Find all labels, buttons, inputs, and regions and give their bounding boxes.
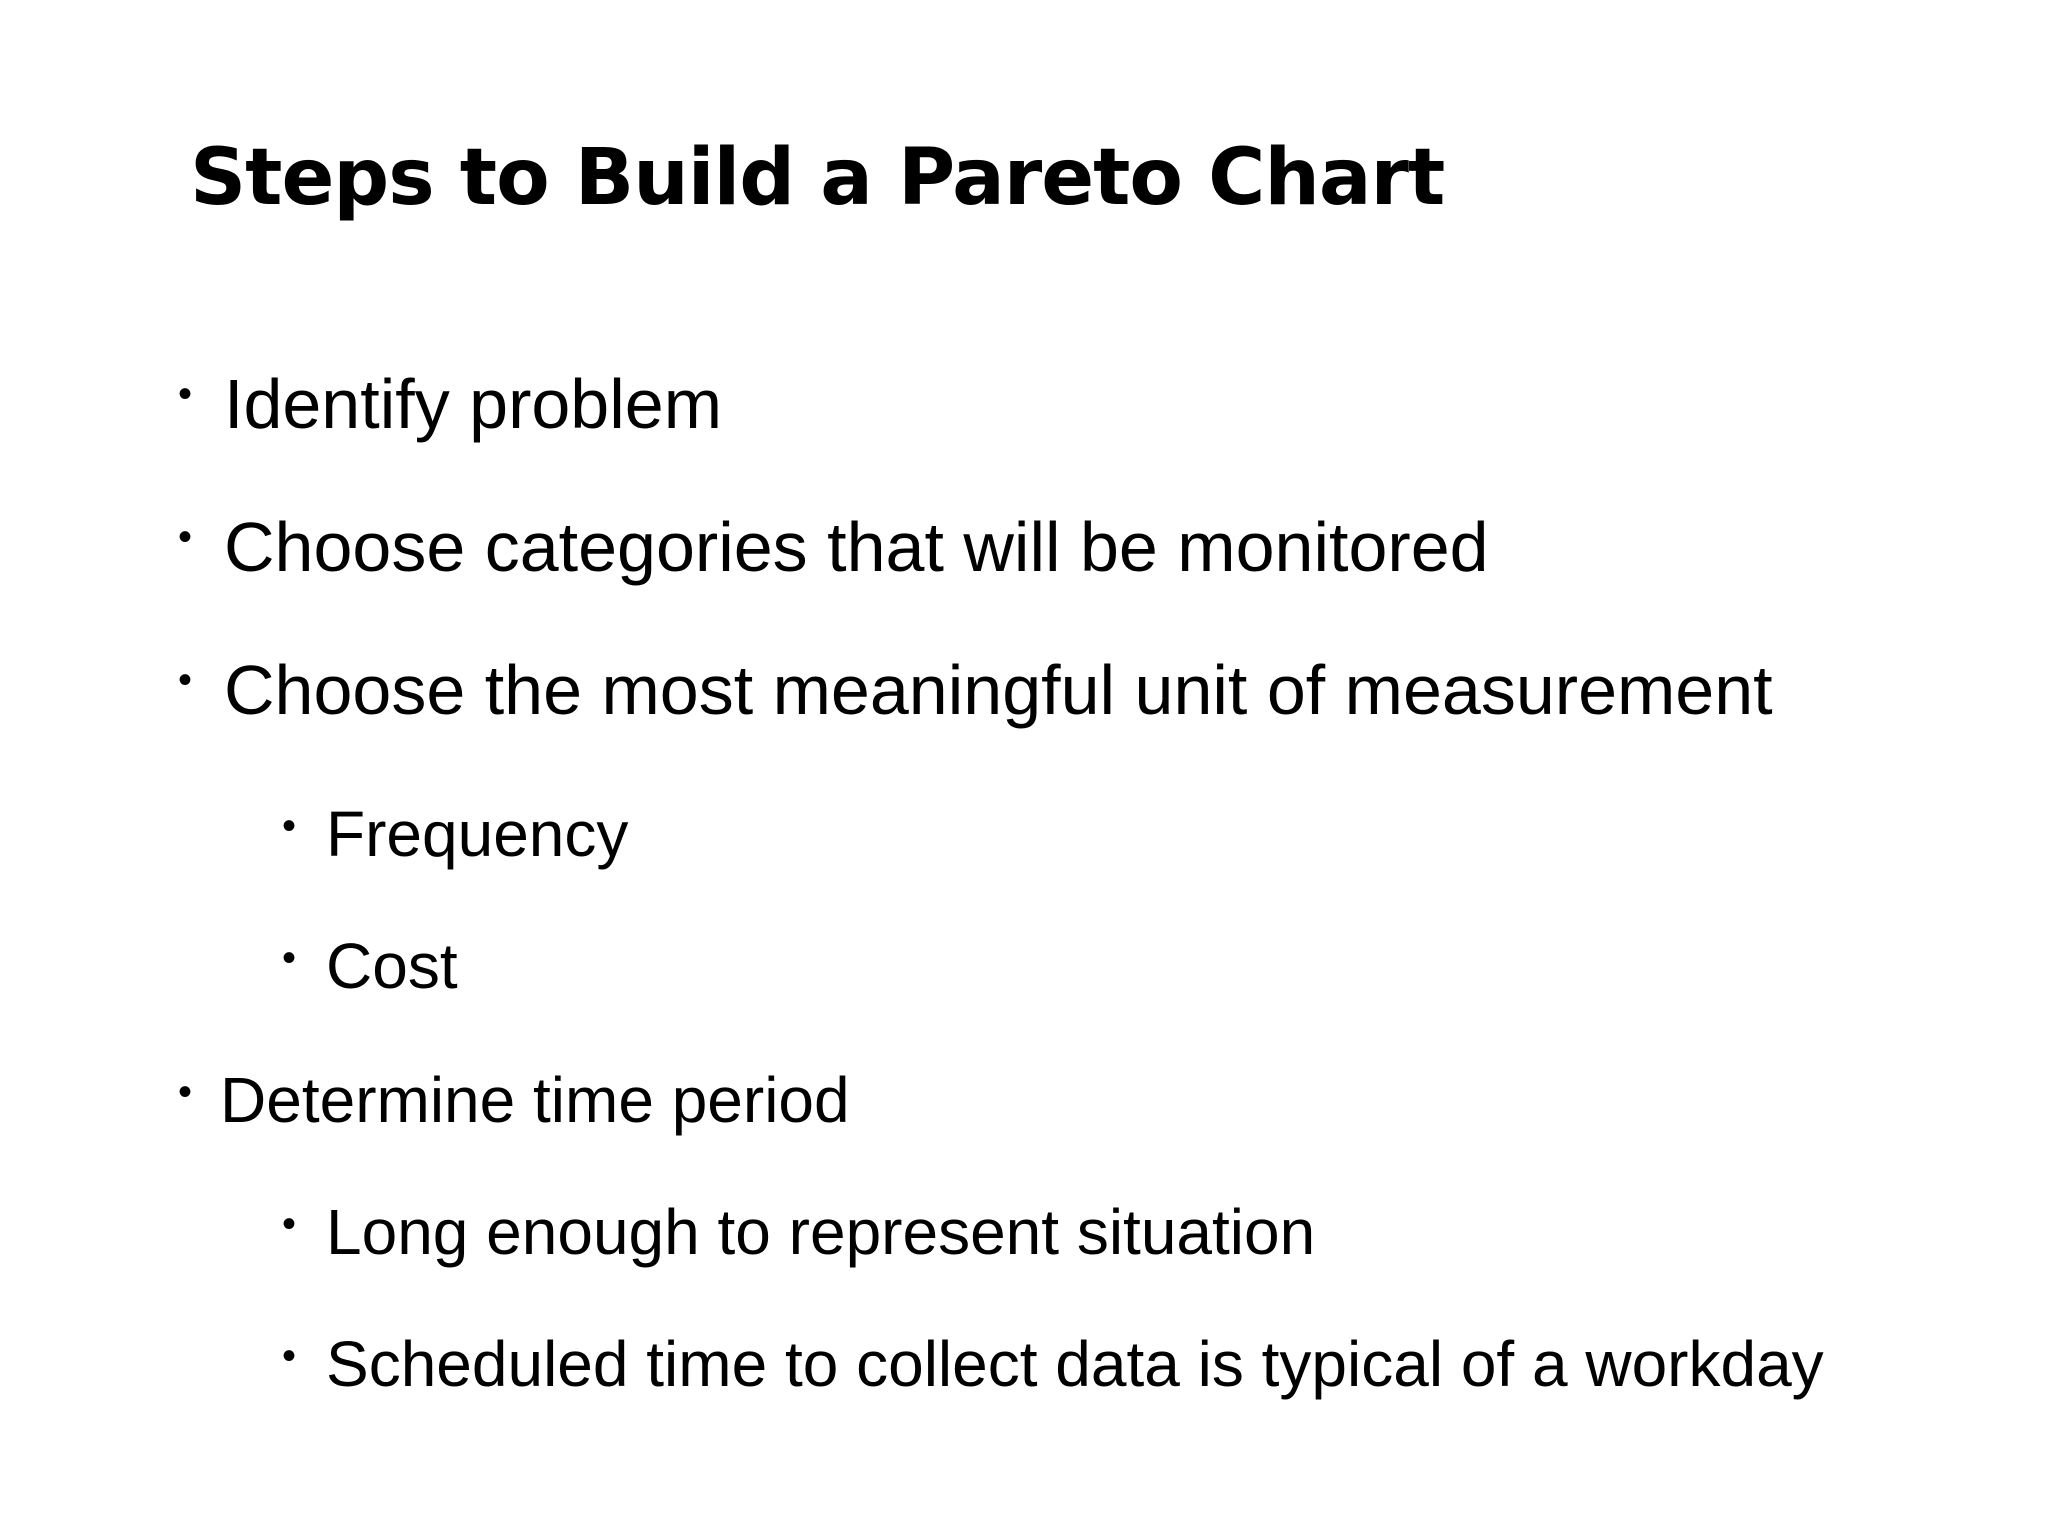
bullet-icon: • [178, 1070, 193, 1114]
bullet-item-identify-problem [178, 364, 722, 444]
bullet-text: Choose the most meaningful unit of measurement [224, 651, 1773, 729]
bullet-text: Identify problem [224, 365, 723, 443]
bullet-icon: • [178, 372, 193, 416]
bullet-icon: • [282, 1334, 297, 1378]
bullet-text: Determine time period [220, 1064, 850, 1136]
bullet-text: Cost [326, 930, 458, 1002]
sub-bullet-item-long-enough [282, 1194, 1315, 1270]
sub-bullet-item-frequency [282, 796, 628, 872]
bullet-text: Scheduled time to collect data is typical of a workday [326, 1328, 1824, 1400]
sub-bullet-item-scheduled-time [282, 1326, 1824, 1402]
bullet-icon: • [282, 936, 297, 980]
bullet-item-determine-time-period [178, 1062, 850, 1138]
bullet-icon: • [282, 1202, 297, 1246]
bullet-icon: • [178, 658, 193, 702]
sub-bullet-item-cost [282, 928, 458, 1004]
bullet-text: Frequency [326, 798, 629, 870]
slide-title: Steps to Build a Pareto Chart [190, 133, 1445, 223]
bullet-icon: • [282, 804, 297, 848]
bullet-item-choose-categories [178, 507, 1489, 587]
bullet-icon: • [178, 515, 193, 559]
bullet-text: Long enough to represent situation [326, 1196, 1316, 1268]
bullet-text: Choose categories that will be monitored [224, 508, 1489, 586]
bullet-item-choose-unit [178, 650, 1773, 730]
